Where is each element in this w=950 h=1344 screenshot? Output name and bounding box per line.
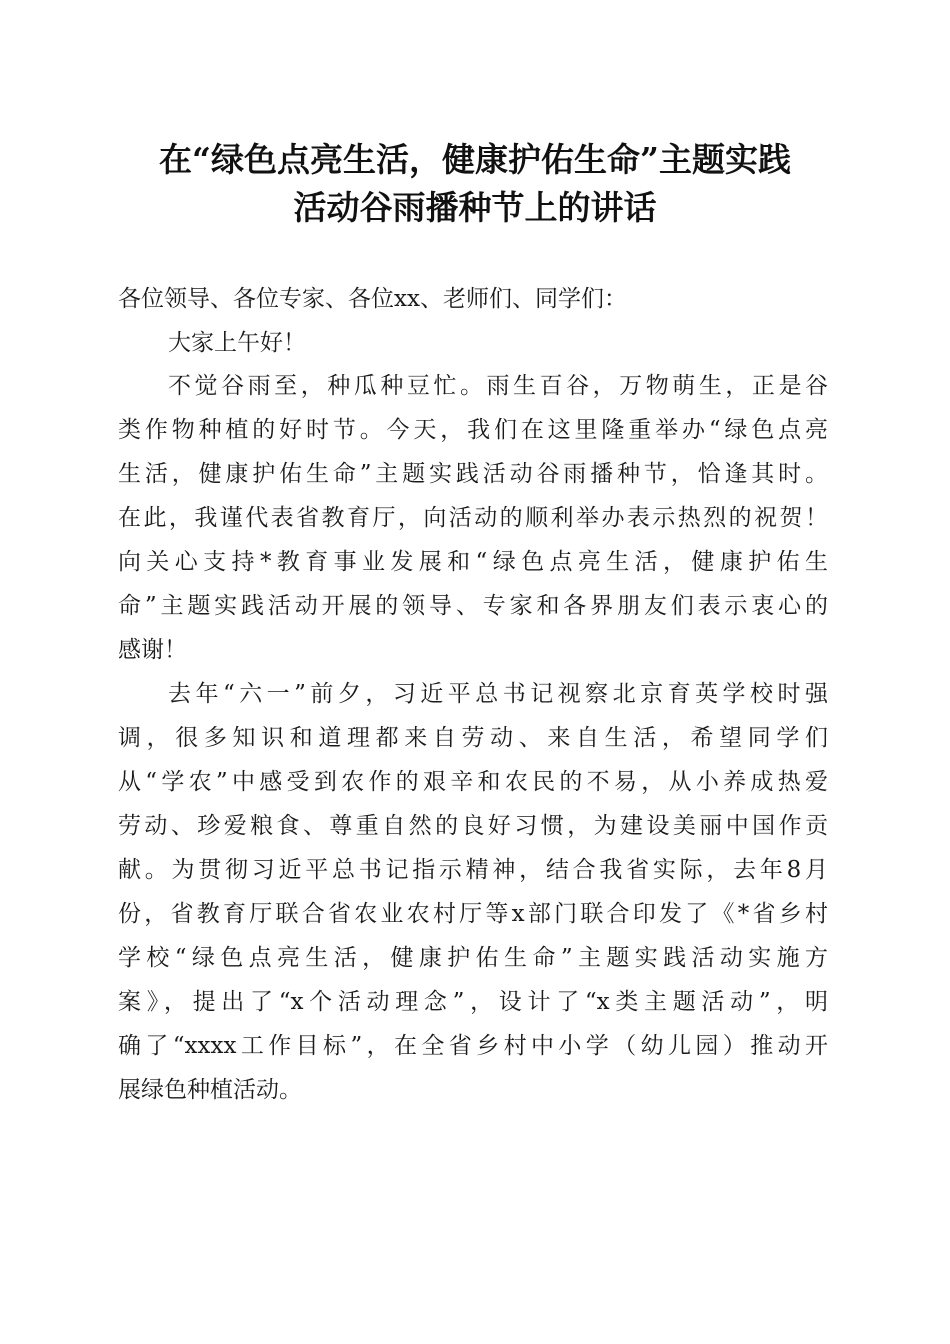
- paragraph1-line: 向关心支持*教育事业发展和“绿色点亮生活，健康护佑生: [118, 549, 828, 575]
- greeting: 大家上午好！: [168, 330, 306, 356]
- paragraph2-line: 献。为贯彻习近平总书记指示精神，结合我省实际，去年8月: [118, 857, 828, 883]
- paragraph1-line: 命”主题实践活动开展的领导、专家和各界朋友们表示衷心的: [118, 593, 828, 619]
- paragraph2-line: 去年“六一”前夕，习近平总书记视察北京育英学校时强: [168, 681, 828, 707]
- paragraph2-line: 从“学农”中感受到农作的艰辛和农民的不易，从小养成热爱: [118, 769, 828, 795]
- paragraph2-line: 展绿色种植活动。: [118, 1077, 302, 1103]
- paragraph2-line: 份，省教育厅联合省农业农村厅等x部门联合印发了《*省乡村: [118, 901, 828, 927]
- document-title-line-2: 活动谷雨播种节上的讲话: [293, 188, 657, 227]
- paragraph1-line: 类作物种植的好时节。今天，我们在这里隆重举办“绿色点亮: [118, 417, 828, 443]
- paragraph2-line: 学校“绿色点亮生活，健康护佑生命”主题实践活动实施方: [118, 945, 828, 971]
- paragraph2-line: 案》，提出了“x个活动理念”，设计了“x类主题活动”，明: [118, 989, 828, 1015]
- paragraph1-line: 在此，我谨代表省教育厅，向活动的顺利举办表示热烈的祝贺！: [118, 505, 828, 531]
- paragraph1-line: 感谢！: [118, 637, 187, 663]
- paragraph1-line: 生活，健康护佑生命”主题实践活动谷雨播种节，恰逢其时。: [118, 461, 828, 487]
- paragraph1-line: 不觉谷雨至，种瓜种豆忙。雨生百谷，万物萌生，正是谷: [168, 373, 828, 399]
- document-title-line-1: 在“绿色点亮生活，健康护佑生命”主题实践: [159, 140, 791, 179]
- paragraph2-line: 劳动、珍爱粮食、尊重自然的良好习惯，为建设美丽中国作贡: [118, 813, 828, 839]
- paragraph2-line: 确了“xxxx工作目标”，在全省乡村中小学（幼儿园）推动开: [118, 1033, 828, 1059]
- salutation: 各位领导、各位专家、各位xx、老师们、同学们：: [118, 286, 627, 312]
- paragraph2-line: 调，很多知识和道理都来自劳动、来自生活，希望同学们: [118, 725, 828, 751]
